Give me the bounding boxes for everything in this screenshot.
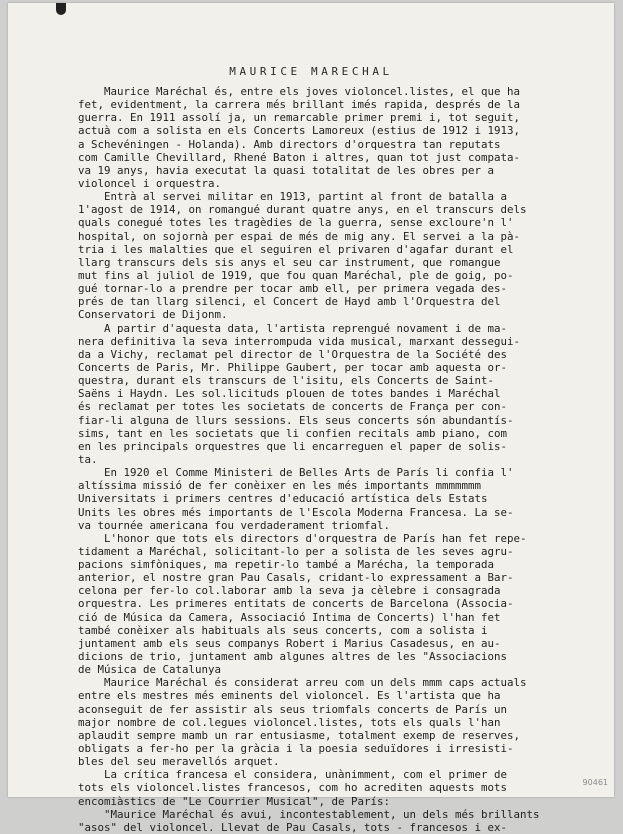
text-line: tidament a Maréchal, solicitant-lo per a solista de les seves agru- bbox=[78, 544, 514, 558]
body-text bbox=[78, 85, 594, 834]
text-line: prés de tan llarg silenci, el Concert de Hayd amb l'Orquestra del bbox=[78, 295, 501, 309]
text-line: en les principals orquestres que li encarreguen el paper de solis- bbox=[78, 439, 508, 453]
text-line: aplaudit sempre mamb un rar entusiasme, totalment exemp de reserves, bbox=[78, 728, 521, 742]
document-page bbox=[8, 3, 614, 834]
text-line: ta. bbox=[78, 452, 98, 466]
text-line: bles del seu meravellós arquet. bbox=[78, 755, 280, 769]
text-line: Maurice Maréchal és, entre els joves violoncel.listes, el que ha bbox=[104, 85, 521, 98]
text-line: Maurice Maréchal és considerat arreu com un dels mmm caps actuals bbox=[104, 676, 527, 690]
punch-hole bbox=[56, 3, 66, 15]
text-line: de Música de Catalunya bbox=[78, 663, 222, 677]
text-line: pacions simfòniques, ma repetir-lo també a Marécha, la temporada bbox=[78, 558, 495, 572]
text-line: va tournée americana fou verdaderament triomfal. bbox=[78, 518, 391, 532]
text-line: A partir d'aquesta data, l'artista reprengué novament i de ma- bbox=[104, 321, 508, 335]
text-line: com Camille Chevillard, Rhené Baton i altres, quan tot just compata- bbox=[78, 150, 521, 164]
archive-mark: 90461 bbox=[582, 778, 608, 787]
text-line: L'honor que tots els directors d'orquestra de París han fet repe- bbox=[104, 531, 527, 545]
text-line: fet, evidentment, la carrera més brillant imés rapida, després de la bbox=[78, 98, 521, 112]
text-line: entre els mestres més eminents del violoncel. Es l'artista que ha bbox=[78, 689, 501, 703]
text-line: Saëns i Haydn. Les sol.licituds plouen de totes bandes i Maréchal bbox=[78, 387, 501, 401]
text-line: Units les obres més importants de l'Escola Moderna Francesa. La se- bbox=[78, 505, 514, 519]
text-line: 1'agost de 1914, on romangué durant quatre anys, en el transcurs dels bbox=[78, 203, 527, 217]
text-line: tots els violoncel.listes francesos, com ho acrediten aquests mots bbox=[78, 781, 508, 795]
text-line: llarg transcurs dels sis anys el seu car instrument, que romangue bbox=[78, 255, 501, 269]
text-line: Universitats i primers centres d'educació artística dels Estats bbox=[78, 492, 488, 506]
text-line: guerra. En 1911 assolí ja, un remarcable primer premi i, tot seguit, bbox=[78, 111, 521, 125]
text-line: da a Vichy, reclamat pel director de l'Orquestra de la Société des bbox=[78, 347, 508, 361]
text-line: dicions de trio, juntament amb algunes altres de les "Associacions bbox=[78, 650, 508, 664]
text-line: En 1920 el Comme Ministeri de Belles Arts de París li confia l' bbox=[104, 466, 514, 480]
text-line: a Schevéningen - Holanda). Amb directors d'orquestra tan reputats bbox=[78, 137, 501, 151]
text-line: major nombre de col.legues violoncel.listes, tots els quals l'han bbox=[78, 715, 501, 729]
text-line: gué tornar-lo a prendre per tocar amb ell, per primera vegada des- bbox=[78, 282, 508, 296]
text-line: "Maurice Maréchal és avui, incontestablement, un dels més brillants bbox=[104, 807, 540, 821]
text-line: juntament amb els seus companys Robert i Marius Casadesus, en au- bbox=[78, 636, 501, 650]
text-line: encomiàstics de "Le Courrier Musical", de París: bbox=[78, 794, 391, 808]
text-line: actuà com a solista en els Concerts Lamoreux (estius de 1912 i 1913, bbox=[78, 124, 521, 138]
text-line: també conèixer als habituals als seus concerts, com a solista i bbox=[78, 623, 488, 637]
text-line: ció de Música da Camera, Associació Intima de Concerts) l'han fet bbox=[78, 610, 501, 624]
text-line: aconseguit de fer assistir als seus triomfals concerts de París un bbox=[78, 702, 508, 716]
text-line: "asos" del violoncel. Llevat de Pau Casals, tots - francesos i ex- bbox=[78, 820, 508, 834]
text-line: quals conegué totes les tragèdies de la guerra, sense excloure'n l' bbox=[78, 216, 514, 230]
text-line: La crítica francesa el considera, unànimment, com el primer de bbox=[104, 768, 508, 782]
text-line: nera definitiva la seva interrompuda vida musical, marxant dessegui- bbox=[78, 334, 521, 348]
text-line: hospital, on sojornà per espai de més de mig any. El servei a la pà- bbox=[78, 229, 521, 243]
text-line: Conservatori de Dijonm. bbox=[78, 308, 228, 322]
text-line: questra, durant els transcurs de l'isitu, els Concerts de Saint- bbox=[78, 374, 495, 388]
text-line: orquestra. Les primeres entitats de concerts de Barcelona (Associa- bbox=[78, 597, 514, 611]
document-title: MAURICE MARECHAL bbox=[229, 65, 393, 78]
text-line: obligats a fer-ho per la gràcia i la poesia seduïdores i irresisti- bbox=[78, 742, 514, 756]
text-line: anterior, el nostre gran Pau Casals, cridant-lo expressament a Bar- bbox=[78, 571, 514, 585]
text-line: sims, tant en les societats que li confien recitals amb piano, com bbox=[78, 426, 508, 440]
text-line: celona per fer-lo col.laborar amb la seva ja cèlebre i consagrada bbox=[78, 584, 501, 598]
text-line: altíssima missió de fer conèixer en les més importants mmmmmmm bbox=[78, 479, 482, 493]
text-line: Concerts de Paris, Mr. Philippe Gaubert, per tocar amb aquesta or- bbox=[78, 360, 508, 374]
text-line: mut fins al juliol de 1919, que fou quan Maréchal, ple de goig, po- bbox=[78, 268, 514, 282]
text-line: Entrà al servei militar en 1913, partint al front de batalla a bbox=[104, 190, 508, 204]
text-line: violoncel i orquestra. bbox=[78, 176, 222, 190]
text-line: tria i les malalties que el seguiren el privaren d'agafar durant el bbox=[78, 242, 514, 256]
text-line: va 19 anys, havia executat la quasi totalitat de les obres per a bbox=[78, 163, 495, 177]
text-line: fiar-li alguna de llurs sessions. Els seus concerts són abundantís- bbox=[78, 413, 514, 427]
text-line: és reclamat per totes les societats de concerts de França per con- bbox=[78, 400, 508, 414]
